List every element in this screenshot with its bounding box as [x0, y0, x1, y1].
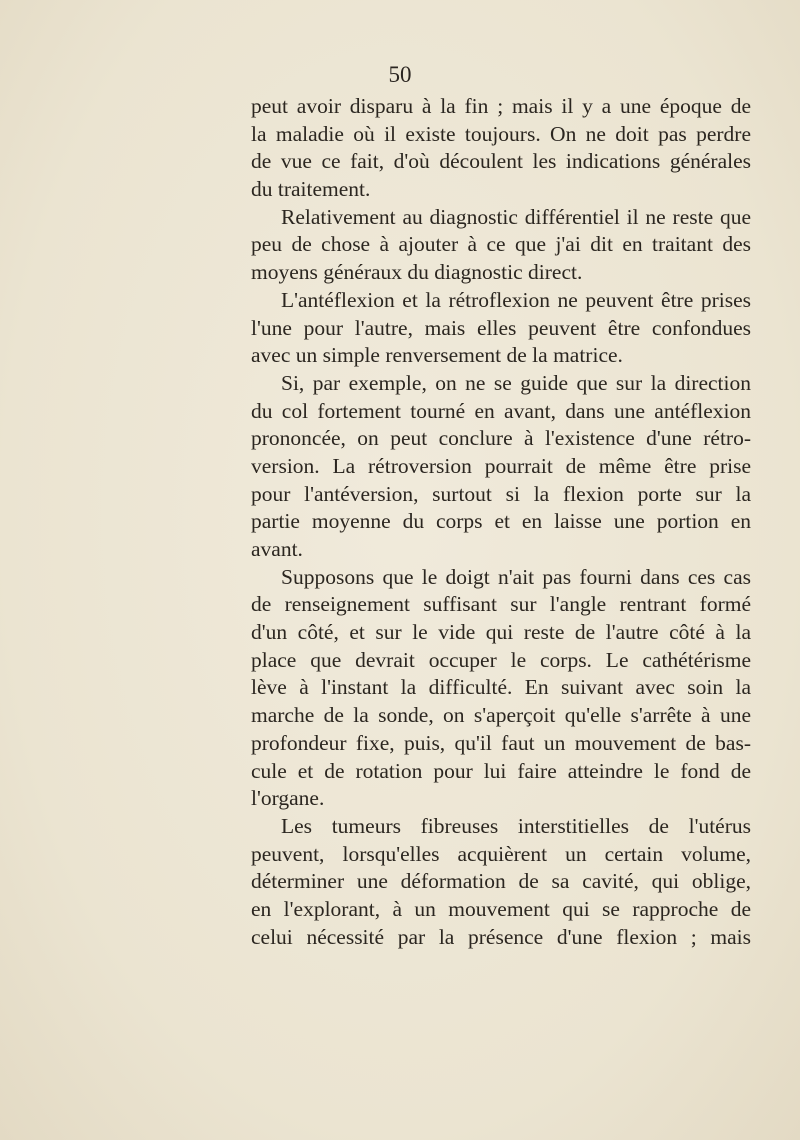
- text-line: la maladie où il existe toujours. On ne doit pas perdre: [251, 121, 751, 146]
- text-line: Relativement au diagnostic différentiel il ne reste que: [281, 204, 751, 229]
- text-line: lève à l'instant la difficulté. En suivant avec soin la: [251, 675, 751, 700]
- text-line: place que devrait occuper le corps. Le cathétérisme: [251, 647, 751, 672]
- text-line: partie moyenne du corps et en laisse une portion en: [251, 509, 751, 534]
- text-line: de renseignement suffisant sur l'angle rentrant formé: [251, 592, 751, 617]
- text-line: Supposons que le doigt n'ait pas fourni dans ces cas: [281, 564, 751, 589]
- text-line: déterminer une déformation de sa cavité, qui oblige,: [251, 869, 751, 894]
- text-line: Si, par exemple, on ne se guide que sur la direction: [281, 370, 751, 395]
- text-line: cule et de rotation pour lui faire atteindre le fond de: [251, 758, 751, 783]
- text-line: celui nécessité par la présence d'une flexion ; mais: [251, 924, 751, 949]
- text-line: moyens généraux du diagnostic direct.: [251, 260, 583, 285]
- text-line: peuvent, lorsqu'elles acquièrent un certain volume,: [251, 841, 751, 866]
- text-line: du col fortement tourné en avant, dans une antéflexion: [251, 398, 751, 423]
- text-line: de vue ce fait, d'où découlent les indications générales: [251, 149, 751, 174]
- text-line: avec un simple renversement de la matrice.: [251, 343, 623, 368]
- text-line: avant.: [251, 537, 303, 561]
- text-line: L'antéflexion et la rétroflexion ne peuvent être prises: [281, 287, 751, 312]
- text-line: Les tumeurs fibreuses interstitielles de l'utérus: [281, 813, 751, 838]
- text-line: peu de chose à ajouter à ce que j'ai dit en traitant des: [251, 232, 751, 257]
- text-line: d'un côté, et sur le vide qui reste de l'autre côté à la: [251, 620, 751, 645]
- text-line: marche de la sonde, on s'aperçoit qu'elle s'arrête à une: [251, 703, 751, 728]
- text-line: en l'explorant, à un mouvement qui se rapproche de: [251, 896, 751, 921]
- body-text: [251, 93, 751, 951]
- text-line: pour l'antéversion, surtout si la flexion porte sur la: [251, 481, 751, 506]
- text-line: prononcée, on peut conclure à l'existence d'une rétro-: [251, 426, 751, 451]
- text-line: l'une pour l'autre, mais elles peuvent être confondues: [251, 315, 751, 340]
- text-line: version. La rétroversion pourrait de même être prise: [251, 453, 751, 478]
- text-line: du traitement.: [251, 177, 371, 202]
- text-line: profondeur fixe, puis, qu'il faut un mouvement de bas-: [251, 730, 751, 755]
- page-number: 50: [388, 62, 412, 87]
- text-line: l'organe.: [251, 786, 325, 811]
- text-line: peut avoir disparu à la fin ; mais il y a une époque de: [251, 94, 751, 118]
